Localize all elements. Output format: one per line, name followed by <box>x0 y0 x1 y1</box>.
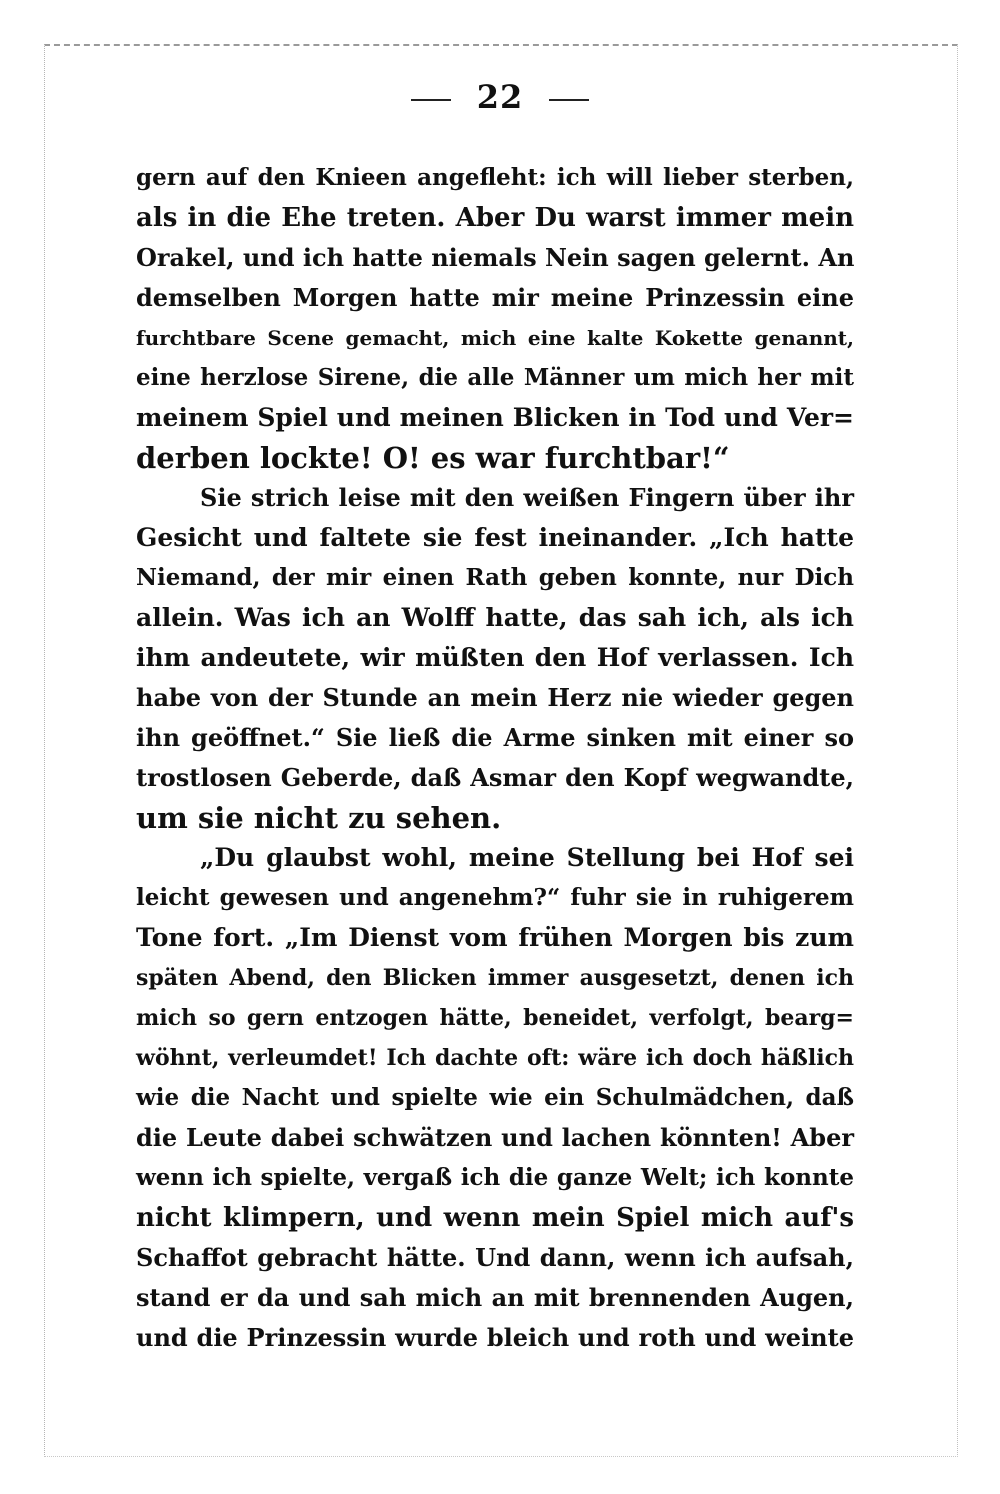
text-line: eine herzlose Sirene, die alle Männer um mich her mit <box>136 364 854 391</box>
text-line: habe von der Stunde an mein Herz nie wieder gegen <box>136 683 854 712</box>
page-number-header <box>0 78 1000 116</box>
text-line: wie die Nacht und spielte wie ein Schulmädchen, daß <box>136 1084 854 1111</box>
text-line: Tone fort. „Im Dienst vom frühen Morgen bis zum <box>136 923 854 952</box>
text-line: Sie strich leise mit den weißen Fingern über ihr <box>200 483 854 512</box>
text-line: wöhnt, verleumdet! Ich dachte oft: wäre ich doch häßlich <box>136 1045 854 1071</box>
text-line: nicht klimpern, und wenn mein Spiel mich auf's <box>136 1203 854 1233</box>
text-line: Schaffot gebracht hätte. Und dann, wenn ich aufsah, <box>136 1243 854 1272</box>
text-line: derben lockte! O! es war furchtbar!“ <box>136 441 730 475</box>
text-line: als in die Ehe treten. Aber Du warst immer mein <box>136 203 854 233</box>
text-line: wenn ich spielte, vergaß ich die ganze Welt; ich konnte <box>136 1164 854 1191</box>
text-line: Niemand, der mir einen Rath geben konnte, nur Dich <box>136 564 854 591</box>
left-dash <box>411 99 451 101</box>
text-line: allein. Was ich an Wolff hatte, das sah ich, als ich <box>136 603 854 632</box>
text-line: ihm andeutete, wir müßten den Hof verlassen. Ich <box>136 643 854 672</box>
text-line: späten Abend, den Blicken immer ausgesetzt, denen ich <box>136 965 854 991</box>
text-line: ihn geöffnet.“ Sie ließ die Arme sinken mit einer so <box>136 723 854 752</box>
text-line: demselben Morgen hatte mir meine Prinzessin eine <box>136 283 854 312</box>
text-line: „Du glaubst wohl, meine Stellung bei Hof sei <box>200 843 854 872</box>
text-line: leicht gewesen und angenehm?“ fuhr sie in ruhigerem <box>136 884 854 911</box>
text-line: gern auf den Knieen angefleht: ich will lieber sterben, <box>136 164 854 191</box>
text-line: die Leute dabei schwätzen und lachen könnten! Aber <box>136 1123 854 1152</box>
page-number: 22 <box>476 78 524 116</box>
text-line: Gesicht und faltete sie fest ineinander. „Ich hatte <box>136 523 854 552</box>
text-line: stand er da und sah mich an mit brennenden Augen, <box>136 1283 854 1312</box>
text-line: um sie nicht zu sehen. <box>136 801 502 835</box>
right-dash <box>549 99 589 101</box>
text-line: Orakel, und ich hatte niemals Nein sagen gelernt. An <box>136 243 855 272</box>
text-line: und die Prinzessin wurde bleich und roth und weinte <box>136 1323 854 1352</box>
text-line: furchtbare Scene gemacht, mich eine kalte Kokette genannt, <box>136 326 854 350</box>
text-line: meinem Spiel und meinen Blicken in Tod und Ver= <box>136 403 854 432</box>
text-line: trostlosen Geberde, daß Asmar den Kopf wegwandte, <box>136 763 854 792</box>
text-line: mich so gern entzogen hätte, beneidet, verfolgt, bearg= <box>136 1005 854 1031</box>
